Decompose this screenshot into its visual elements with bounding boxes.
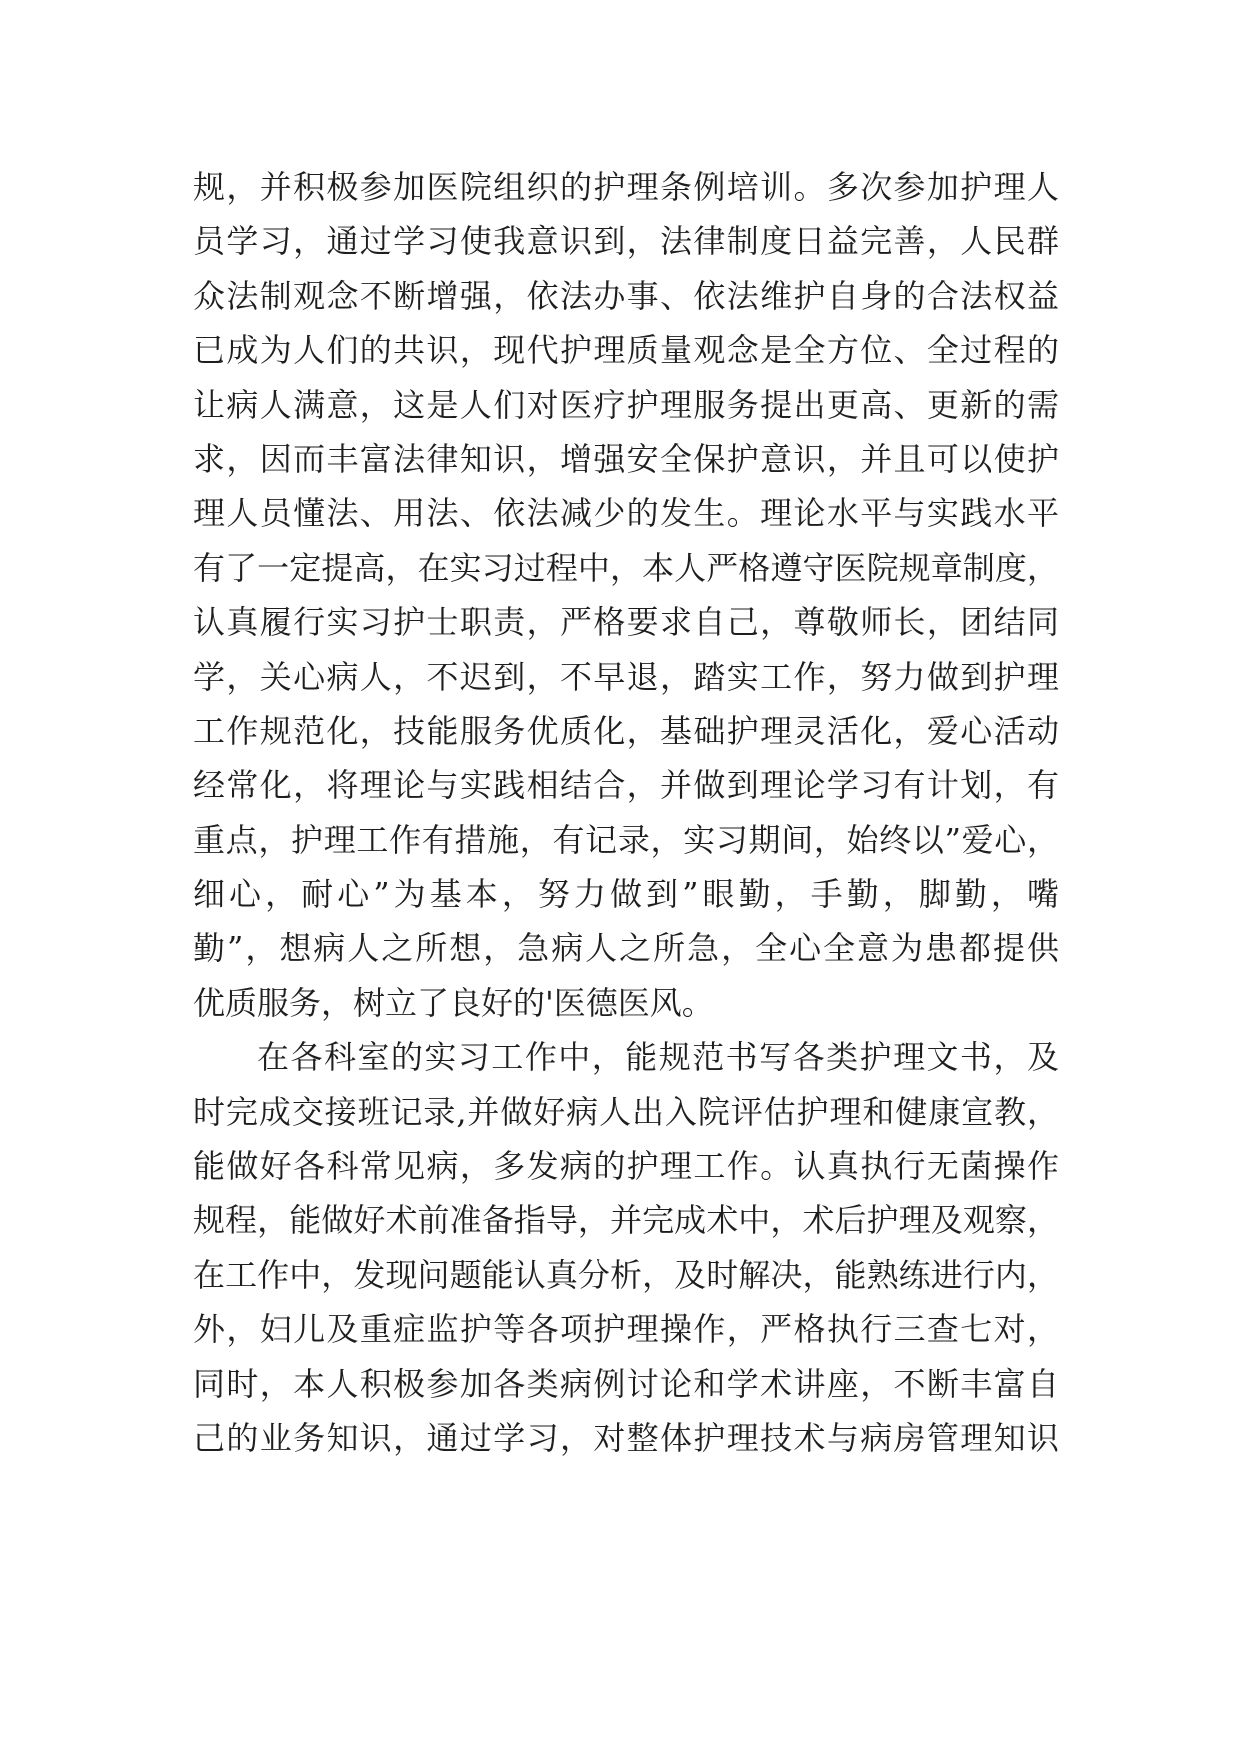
text-line: 认真履行实习护士职责，严格要求自己，尊敬师长，团结同	[193, 603, 1059, 642]
text-line: 经常化，将理论与实践相结合，并做到理论学习有计划，有	[193, 766, 1059, 805]
text-line: 让病人满意，这是人们对医疗护理服务提出更高、更新的需	[193, 385, 1059, 424]
text-line: 勤”，想病人之所想，急病人之所急，全心全意为患都提供	[193, 929, 1059, 968]
text-line: 理人员懂法、用法、依法减少的发生。理论水平与实践水平	[193, 494, 1059, 533]
text-line: 己的业务知识，通过学习，对整体护理技术与病房管理知识	[193, 1418, 1059, 1457]
paragraph-1	[193, 160, 1059, 1030]
text-line: 能做好各科常见病，多发病的护理工作。认真执行无菌操作	[193, 1147, 1059, 1186]
text-line: 优质服务，树立了良好的'医德医风。	[193, 983, 714, 1022]
text-line: 外，妇儿及重症监护等各项护理操作，严格执行三查七对，	[193, 1310, 1059, 1349]
text-line: 学，关心病人，不迟到，不早退，踏实工作，努力做到护理	[193, 657, 1059, 696]
text-line: 有了一定提高，在实习过程中，本人严格遵守医院规章制度，	[193, 548, 1059, 587]
text-line: 规，并积极参加医院组织的护理条例培训。多次参加护理人	[193, 168, 1059, 206]
text-line: 重点，护理工作有措施，有记录，实习期间，始终以”爱心，	[193, 820, 1059, 859]
paragraph-2	[193, 1030, 1059, 1465]
text-line: 工作规范化，技能服务优质化，基础护理灵活化，爱心活动	[193, 711, 1059, 750]
text-line: 员学习，通过学习使我意识到，法律制度日益完善，人民群	[193, 222, 1059, 261]
text-line: 求，因而丰富法律知识，增强安全保护意识，并且可以使护	[193, 439, 1059, 478]
text-line: 时完成交接班记录,并做好病人出入院评估护理和健康宣教，	[193, 1092, 1059, 1131]
document-body	[193, 160, 1059, 1465]
text-line: 规程，能做好术前准备指导，并完成术中，术后护理及观察，	[193, 1201, 1059, 1240]
text-line: 众法制观念不断增强，依法办事、依法维护自身的合法权益	[193, 276, 1059, 315]
text-line: 细心，耐心”为基本，努力做到”眼勤，手勤，脚勤，嘴	[193, 875, 1059, 914]
text-line: 同时，本人积极参加各类病例讨论和学术讲座，不断丰富自	[193, 1364, 1059, 1403]
text-line: 在各科室的实习工作中，能规范书写各类护理文书，及	[257, 1038, 1059, 1077]
text-line: 在工作中，发现问题能认真分析，及时解决，能熟练进行内，	[193, 1255, 1059, 1294]
text-line: 已成为人们的共识，现代护理质量观念是全方位、全过程的	[193, 331, 1059, 370]
